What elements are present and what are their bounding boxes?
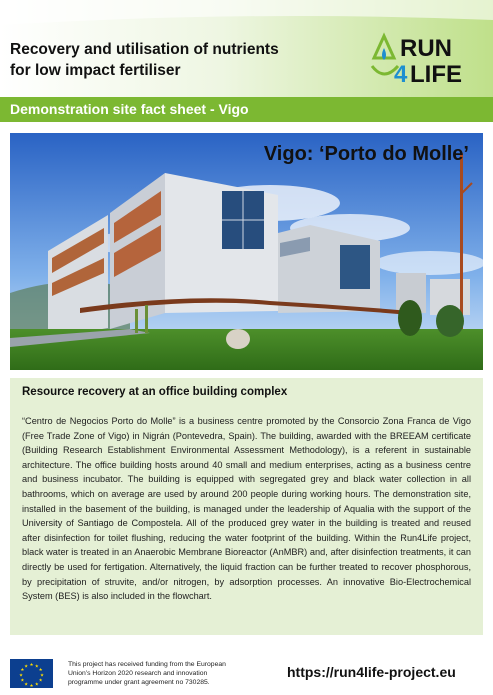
funding-statement: [68, 660, 268, 687]
svg-text:★: ★: [24, 664, 29, 670]
svg-text:★: ★: [20, 678, 25, 684]
svg-text:★: ★: [39, 673, 45, 679]
page-title-line2: for low impact fertiliser: [10, 62, 181, 79]
page-title: [10, 39, 340, 81]
logo-life-text: LIFE: [410, 61, 462, 86]
svg-text:★: ★: [29, 663, 34, 668]
section-body: “Centro de Negocios Porto do Molle” is a business centre promoted by the Consorcio Zona Franca de Vigo (Free Trade Zone of Vigo) in Nigrán (Pontevedra, Spain). The building, awarded with the BREEAM certificate (Building Research Establishment Environmental Assessment Methodology), is a referent in sustainable architecture. The office building hosts around 40 small and medium enterprises, acting as a business centre and business incubator. The building is equipped with segregated grey and black water collection in all bathrooms, which on average are used by around 200 people during working hours. The demonstration site, installed in the basement of the building, is managed under the leadership of Aqualia with the support of the University of Santiago de Compostela. All of the produced grey water in the building is treated and reused after disinfection for toilet flushing, reducing the water footprint of the building. Within the Run4Life project, black water is treated in an Anaerobic Membrane Bioreactor (AnMBR) and, after disinfection treatments, it can directly be used for fertigation. Alternatively, the liquid fraction can be further treated to recover phosphorous, by precipitation of struvite, and/or nitrogen, by adsorption processes. An innovative Bio-Electrochemical System (BES) is also included in the flowchart.: [22, 416, 471, 602]
svg-text:★: ★: [34, 682, 39, 688]
run4life-logo: [370, 30, 480, 86]
funding-line2: Union’s Horizon 2020 research and innovation: [68, 670, 208, 677]
svg-text:★: ★: [29, 683, 34, 688]
svg-text:★: ★: [38, 678, 43, 684]
logo-run-text: RUN: [400, 35, 452, 62]
svg-text:★: ★: [20, 668, 25, 674]
section-title: Resource recovery at an office building complex: [22, 386, 288, 398]
funding-line1: This project has received funding from the European: [68, 661, 226, 668]
site-photo: [10, 133, 483, 370]
svg-text:★: ★: [38, 668, 43, 674]
page-header: [0, 0, 493, 97]
building-illustration: [10, 133, 483, 370]
logo-number-text: 4: [394, 61, 408, 86]
svg-text:★: ★: [24, 682, 29, 688]
svg-text:★: ★: [18, 673, 24, 679]
eu-flag-icon: [10, 659, 53, 688]
svg-text:★: ★: [34, 664, 39, 670]
subtitle-text: Demonstration site fact sheet - Vigo: [10, 101, 249, 117]
funding-line3: programme under grant agreement no 730285.: [68, 679, 210, 686]
page-title-line1: Recovery and utilisation of nutrients: [10, 41, 279, 58]
project-url-link[interactable]: https://run4life-project.eu: [287, 664, 456, 680]
photo-caption: Vigo: ‘Porto do Molle’: [263, 143, 469, 165]
subtitle-band: [0, 97, 493, 122]
